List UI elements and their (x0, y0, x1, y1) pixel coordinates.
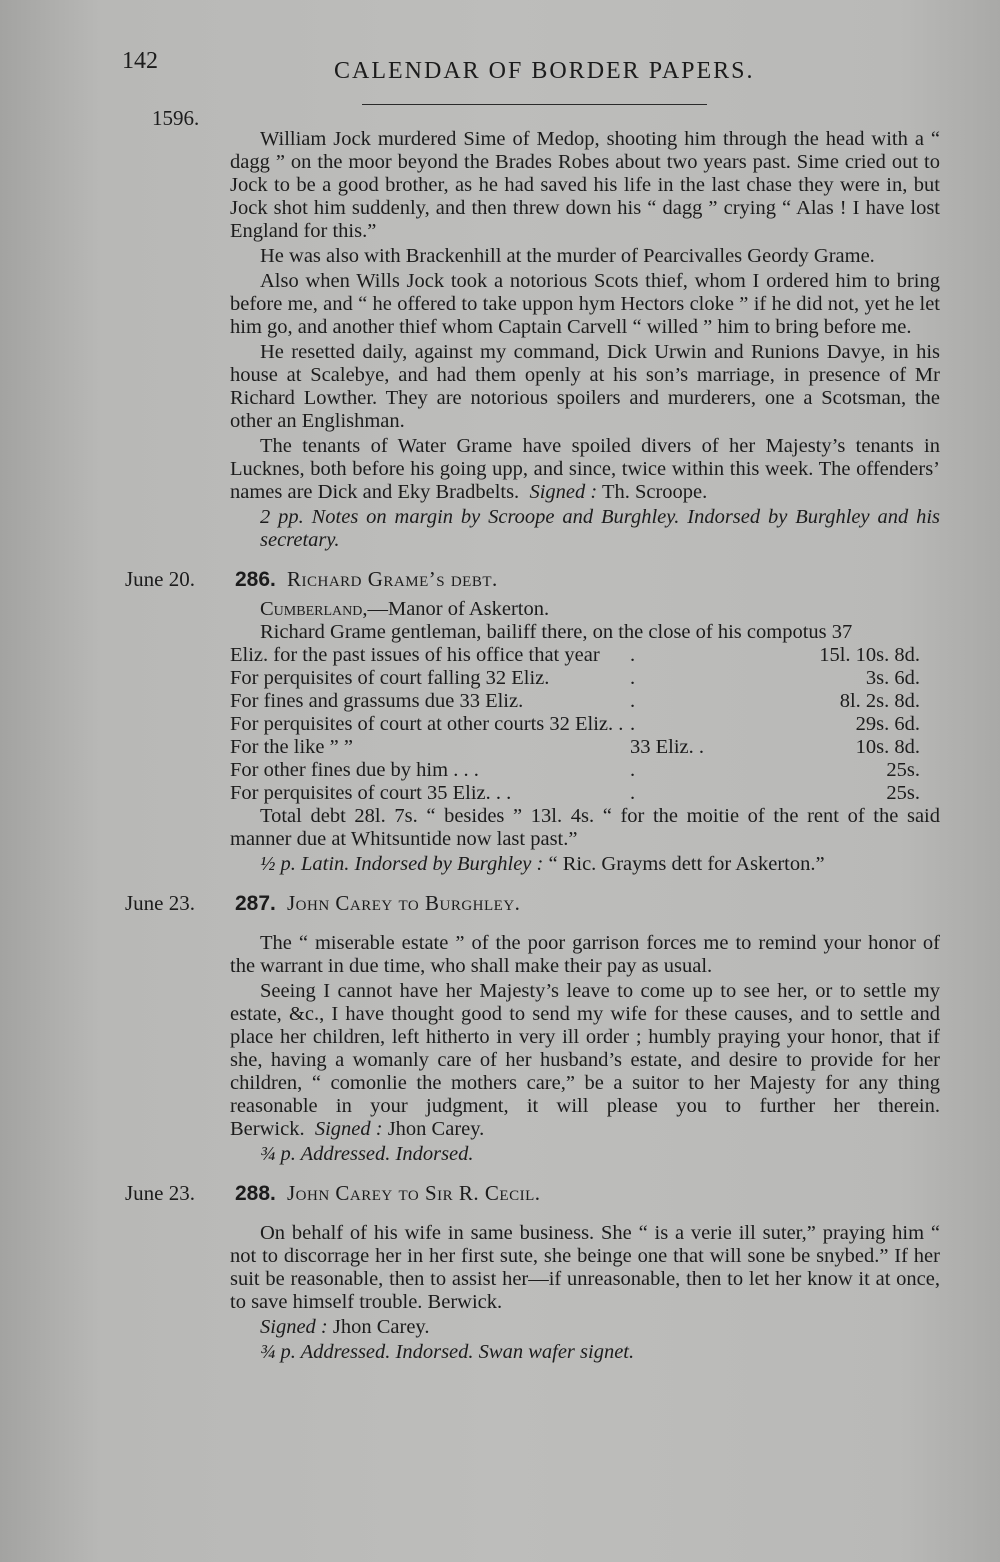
page-number: 142 (122, 48, 158, 74)
signed-name: Jhon Carey. (387, 1118, 485, 1140)
signature-line (125, 1316, 940, 1339)
entry-heading (125, 568, 940, 598)
entry-date: June 20. (125, 567, 195, 591)
account-amount: 15l. 10s. 8d. (819, 644, 920, 666)
account-amount: 3s. 6d. (865, 667, 920, 689)
signed-name: Th. Scroope. (601, 481, 708, 503)
year-marginal: 1596. (152, 106, 200, 130)
signed-label: Signed : (314, 1118, 383, 1140)
account-heading (230, 598, 940, 621)
account-mid: . (630, 644, 636, 666)
debt-account (125, 598, 940, 851)
account-label: Eliz. for the past issues of his office that year (230, 644, 600, 666)
account-label: For perquisites of court 35 Eliz. . . (230, 782, 512, 804)
indorsement-note (125, 853, 940, 876)
entry-number: 287. (235, 892, 276, 915)
account-label: For fines and grassums due 33 Eliz. (230, 690, 524, 712)
account-mid: . (630, 713, 636, 735)
entry-heading (125, 1182, 940, 1212)
running-head (122, 48, 922, 108)
paragraph-text: The tenants of Water Grame have spoiled divers of her Majesty’s tenants in Lucknes, both before his going upp, and since, twice within this week. The offenders’ names are Dick and Eky Bradbelts. (230, 435, 940, 503)
account-amount: 8l. 2s. 8d. (839, 690, 920, 712)
account-row (230, 713, 940, 736)
entry-title: John Carey to Burghley. (287, 891, 521, 915)
signed-name: Jhon Carey. (332, 1316, 430, 1338)
paragraph: On behalf of his wife in same business. She “ is a verie ill suter,” praying him “ not to discorrage her in her first sute, she beinge one that will sone be snybed.” If her suit be reasonable, then to assist her—if unreasonable, then to let her know it at once, to save himself trouble. Berwick. (230, 1222, 940, 1313)
indorsement-note: ¾ p. Addressed. Indorsed. (260, 1143, 474, 1165)
paragraph (125, 980, 940, 1141)
account-intro: Richard Grame gentleman, bailiff there, on the close of his compotus 37 (260, 621, 853, 643)
entry-number: 288. (235, 1182, 276, 1205)
paragraph: He was also with Brackenhill at the murder of Pearcivalles Geordy Grame. (260, 245, 875, 267)
account-mid: . (630, 667, 636, 689)
paragraph: Also when Wills Jock took a notorious Scots thief, whom I ordered him to bring before me, and “ he offered to take uppon hym Hectors cloke ” if he did not, yet he let him go, and another thief whom Captain Carvell “ willed ” him to bring before me. (230, 270, 940, 338)
account-mid: . (630, 782, 636, 804)
account-label: For the like ” ” (230, 736, 353, 758)
account-label: For other fines due by him . . . (230, 759, 479, 781)
indorsement-note: ¾ p. Addressed. Indorsed. Swan wafer signet. (260, 1341, 635, 1363)
running-title: CALENDAR OF BORDER PAPERS. (334, 58, 755, 84)
signed-label: Signed : (260, 1316, 328, 1338)
account-row (230, 736, 940, 759)
paragraph: He resetted daily, against my command, Dick Urwin and Runions Davye, in his house at Scalebye, and had them openly at his son’s marriage, in presence of Mr Richard Lowther. They are notorious spoilers and murderers, one a Scotsman, the other an Englishman. (230, 341, 940, 432)
entry-title: John Carey to Sir R. Cecil. (287, 1181, 541, 1205)
entry-date: June 23. (125, 891, 195, 915)
account-amount: 25s. (886, 759, 920, 781)
entry-title: Richard Grame’s debt. (287, 567, 498, 591)
paragraph: The “ miserable estate ” of the poor garrison forces me to remind your honor of the warrant in due time, who shall make their pay as usual. (230, 932, 940, 977)
account-row (230, 690, 940, 713)
account-mid: . (630, 759, 636, 781)
account-mid: . (630, 690, 636, 712)
paragraph (125, 435, 940, 504)
account-label: For perquisites of court falling 32 Eliz. (230, 667, 550, 689)
manor-name: —Manor of Askerton. (367, 598, 550, 620)
account-row (230, 667, 940, 690)
county-name: Cumberland, (260, 598, 368, 620)
note-quote: “ Ric. Grayms dett for Askerton.” (548, 853, 825, 875)
account-amount: 10s. 8d. (855, 736, 920, 758)
entry-heading (125, 892, 940, 922)
account-mid: 33 Eliz. . (630, 736, 705, 758)
account-row (230, 644, 940, 667)
account-label: For perquisites of court at other courts 32 Eliz. . (230, 713, 624, 735)
page-body (125, 128, 940, 1366)
note-prefix: ½ p. Latin. Indorsed by Burghley : (260, 853, 544, 875)
header-rule (362, 104, 707, 105)
account-total: Total debt 28l. 7s. “ besides ” 13l. 4s. “ for the moitie of the rent of the said manner due at Whitsuntide now last past.” (230, 805, 940, 850)
paragraph-text: Seeing I cannot have her Majesty’s leave to come up to see her, or to settle my estate, &c., I have thought good to send my wife for these causes, and to settle and place her children, left hitherto in very ill order ; humbly praying your honor, that if she, having a womanly care of her husband’s estate, and desire to provide for her children, “ comonlie the mothers care,” be a suitor to her Majesty for any thing reasonable in your judgment, it will please you to further her therein. Berwick. (230, 980, 940, 1140)
account-amount: 25s. (886, 782, 920, 804)
indorsement-note: 2 pp. Notes on margin by Scroope and Burghley. Indorsed by Burghley and his secretary. (260, 506, 940, 551)
entry-date: June 23. (125, 1181, 195, 1205)
paragraph: William Jock murdered Sime of Medop, shooting him through the head with a “ dagg ” on the moor beyond the Brades Robes about two years past. Sime cried out to Jock to be a good brother, as he had saved his life in the last chase they were in, but Jock shot him suddenly, and then threw down his “ dagg ” crying “ Alas ! I have lost England for this.” (230, 128, 940, 242)
signed-label: Signed : (529, 481, 598, 503)
account-row (230, 759, 940, 782)
entry-number: 286. (235, 568, 276, 591)
account-amount: 29s. 6d. (855, 713, 920, 735)
account-row (230, 782, 940, 805)
